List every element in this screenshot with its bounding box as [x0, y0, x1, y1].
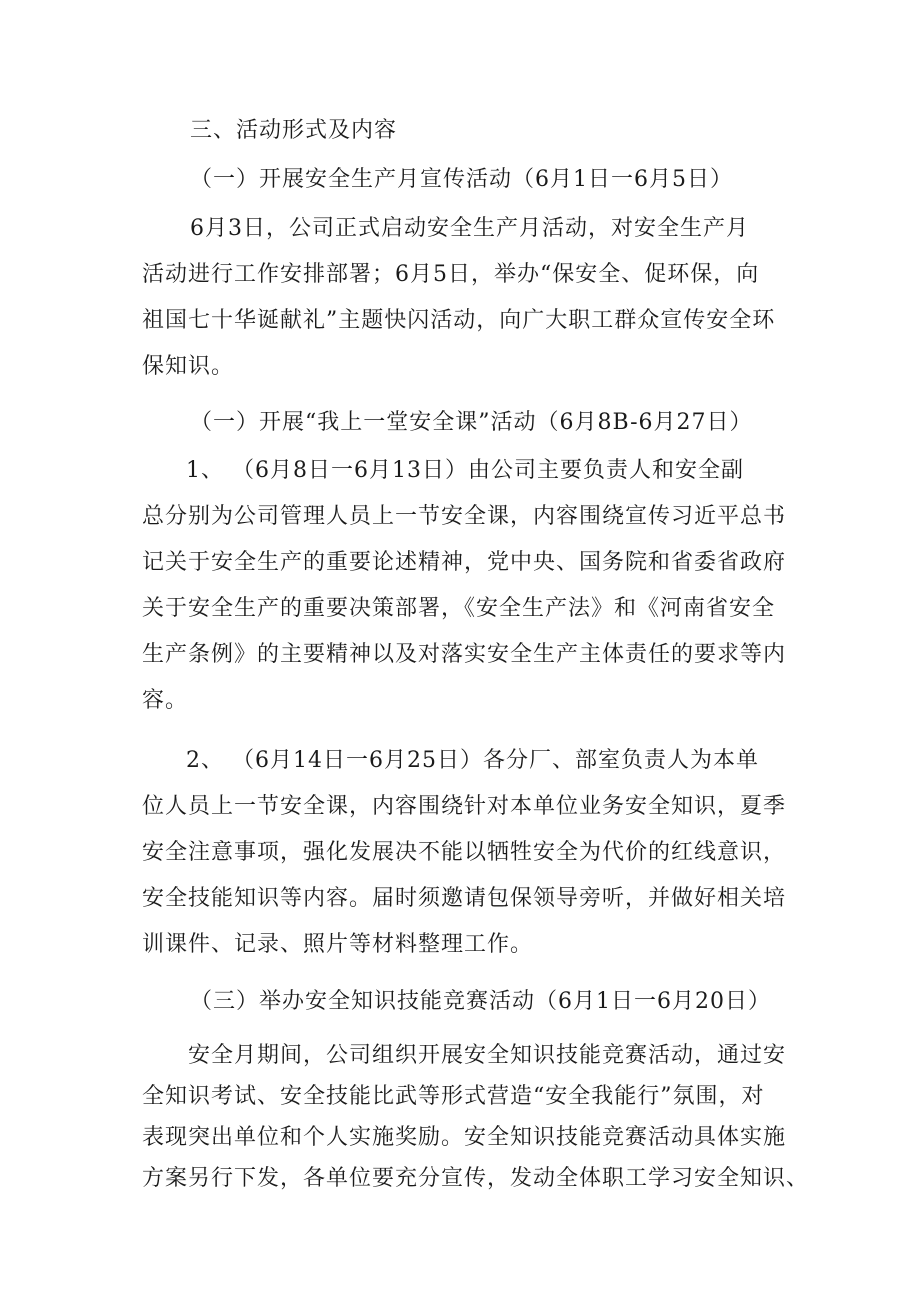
paragraph-line: 表现突出单位和个人实施奖励。安全知识技能竞赛活动具体实施: [142, 1125, 787, 1150]
paragraph-line: 容。: [142, 688, 189, 713]
paragraph-line: 2、 （6月14日一6月25日）各分厂、部室负责人为本单: [186, 748, 759, 773]
paragraph-line: 1、 （6月8日一6月13日）由公司主要负责人和安全副: [186, 458, 744, 483]
paragraph-line: 关于安全生产的重要决策部署，《安全生产法》和《河南省安全: [142, 596, 776, 621]
paragraph-line: 方案另行下发，各单位要充分宣传，发动全体职工学习安全知识、: [142, 1166, 810, 1191]
paragraph-line: 安全月期间，公司组织开展安全知识技能竞赛活动，通过安: [188, 1043, 787, 1068]
subsection-heading-1-text: （一）开展安全生产月宣传活动（6月1日一6月5日）: [190, 167, 733, 192]
section-heading-text: 三、活动形式及内容: [190, 118, 398, 143]
paragraph-line: 位人员上一节安全课，内容围绕针对本单位业务安全知识，夏季: [142, 794, 787, 819]
paragraph-line: 记关于安全生产的重要论述精神，党中央、国务院和省委省政府: [142, 550, 787, 575]
paragraph-line: 训课件、记录、照片等材料整理工作。: [142, 932, 534, 957]
subsection-heading-3-text: （三）举办安全知识技能竞赛活动（6月1日一6月20日）: [190, 989, 771, 1014]
paragraph-3: [142, 1035, 810, 1199]
subsection-heading-1: [190, 157, 840, 203]
section-heading: [190, 108, 840, 154]
paragraph-line: 6月3日，公司正式启动安全生产月活动，对安全生产月: [190, 216, 749, 241]
paragraph-line: 安全注意事项，强化发展决不能以牺牲安全为代价的红线意识，: [142, 840, 787, 865]
paragraph-line: 全知识考试、安全技能比武等形式营造“安全我能行”氛围，对: [142, 1084, 765, 1109]
list-item-2: [142, 738, 792, 968]
paragraph-line: 祖国七十华诞献礼”主题快闪活动，向广大职工群众宣传安全环: [142, 308, 776, 333]
subsection-heading-3: [190, 979, 840, 1025]
subsection-heading-2: [190, 400, 840, 446]
paragraph-line: 生产条例》的主要精神以及对落实安全生产主体责任的要求等内: [142, 642, 787, 667]
paragraph-line: 总分别为公司管理人员上一节安全课，内容围绕宣传习近平总书: [142, 504, 787, 529]
paragraph-line: 安全技能知识等内容。届时须邀请包保领导旁听，并做好相关培: [142, 886, 787, 911]
list-item-1: [142, 448, 792, 724]
paragraph-line: 保知识。: [142, 354, 235, 379]
subsection-heading-2-text: （一）开展“我上一堂安全课”活动（6月8B-6月27日）: [190, 410, 753, 435]
paragraph-1: [142, 206, 792, 390]
paragraph-line: 活动进行工作安排部署；6月5日，举办“保安全、促环保，向: [142, 262, 760, 287]
